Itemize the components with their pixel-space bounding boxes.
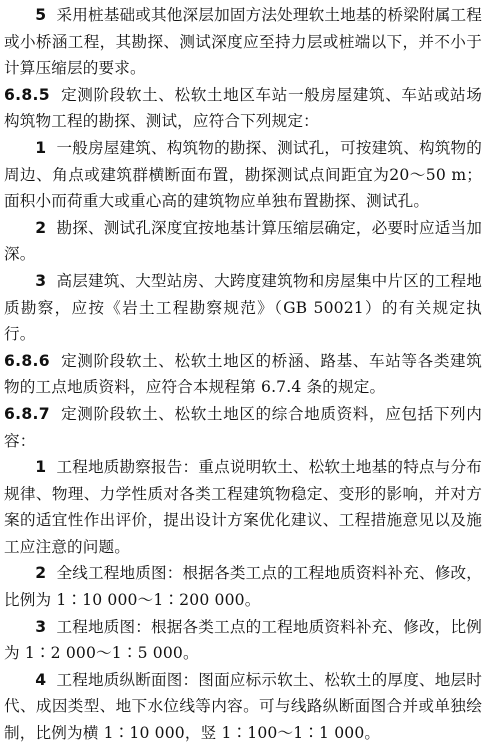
item-text: 勘探、测试孔深度宜按地基计算压缩层确定，必要时应适当加深。: [4, 218, 482, 264]
item-text: 一般房屋建筑、构筑物的勘探、测试孔，可按建筑、构筑物的周边、角点或建筑群横断面布置，勘探测试点间距宜为20～50 m；面积小而荷重大或重心高的建筑物应单独布置勘探、测试孔。: [4, 138, 482, 211]
item-number: 2: [35, 218, 47, 237]
item-paragraph: [4, 454, 482, 560]
item-number: 5: [35, 6, 47, 24]
item-number: 3: [35, 617, 47, 636]
item-text: 工程地质图：根据各类工点的工程地质资料补充、修改，比例为 1∶2 000～1∶5 000。: [4, 617, 482, 663]
document-page: [4, 2, 482, 747]
item-paragraph: [4, 614, 482, 667]
clause-number: 6.8.5: [4, 85, 50, 104]
item-number: 3: [35, 271, 47, 290]
clause-paragraph: [4, 401, 482, 454]
item-text: 工程地质勘察报告：重点说明软土、松软土地基的特点与分布规律、物理、力学性质对各类工程建筑物稳定、变形的影响，并对方案的适宜性作出评价，提出设计方案优化建议、工程措施意见以及施工应注意的问题。: [4, 458, 482, 556]
item-paragraph: [4, 560, 482, 613]
item-number: 4: [35, 670, 47, 689]
item-text: 高层建筑、大型站房、大跨度建筑物和房屋集中片区的工程地质勘察，应按《岩土工程勘察规范》（GB 50021）的有关规定执行。: [4, 271, 482, 344]
clause-number: 6.8.6: [4, 351, 50, 370]
clause-text: 定测阶段软土、松软土地区的桥涵、路基、车站等各类建筑物的工点地质资料，应符合本规程第 6.7.4 条的规定。: [4, 351, 483, 397]
clause-text: 定测阶段软土、松软土地区车站一般房屋建筑、车站或站场构筑物工程的勘探、测试，应符合下列规定：: [4, 85, 483, 131]
item-paragraph: [4, 667, 482, 747]
item-paragraph: [4, 2, 482, 82]
item-text: 采用桩基础或其他深层加固方法处理软土地基的桥梁附属工程或小桥涵工程，其勘探、测试深度应至持力层或桩端以下，并不小于计算压缩层的要求。: [4, 6, 482, 78]
clause-number: 6.8.7: [4, 404, 50, 423]
clause-paragraph: [4, 82, 482, 135]
item-paragraph: [4, 268, 482, 348]
item-text: 工程地质纵断面图：图面应标示软土、松软土的厚度、地层时代、成因类型、地下水位线等内容。可与线路纵断面图合并或单独绘制，比例为横 1∶10 000，竖 1∶100～1∶1 000。: [4, 670, 482, 743]
clause-paragraph: [4, 348, 482, 401]
item-number: 2: [35, 564, 47, 583]
item-paragraph: [4, 135, 482, 215]
item-paragraph: [4, 215, 482, 268]
clause-text: 定测阶段软土、松软土地区的综合地质资料，应包括下列内容：: [4, 404, 483, 450]
item-text: 全线工程地质图：根据各类工点的工程地质资料补充、修改，比例为 1∶10 000～1∶200 000。: [4, 564, 482, 610]
item-number: 1: [35, 458, 47, 477]
item-number: 1: [35, 138, 47, 157]
